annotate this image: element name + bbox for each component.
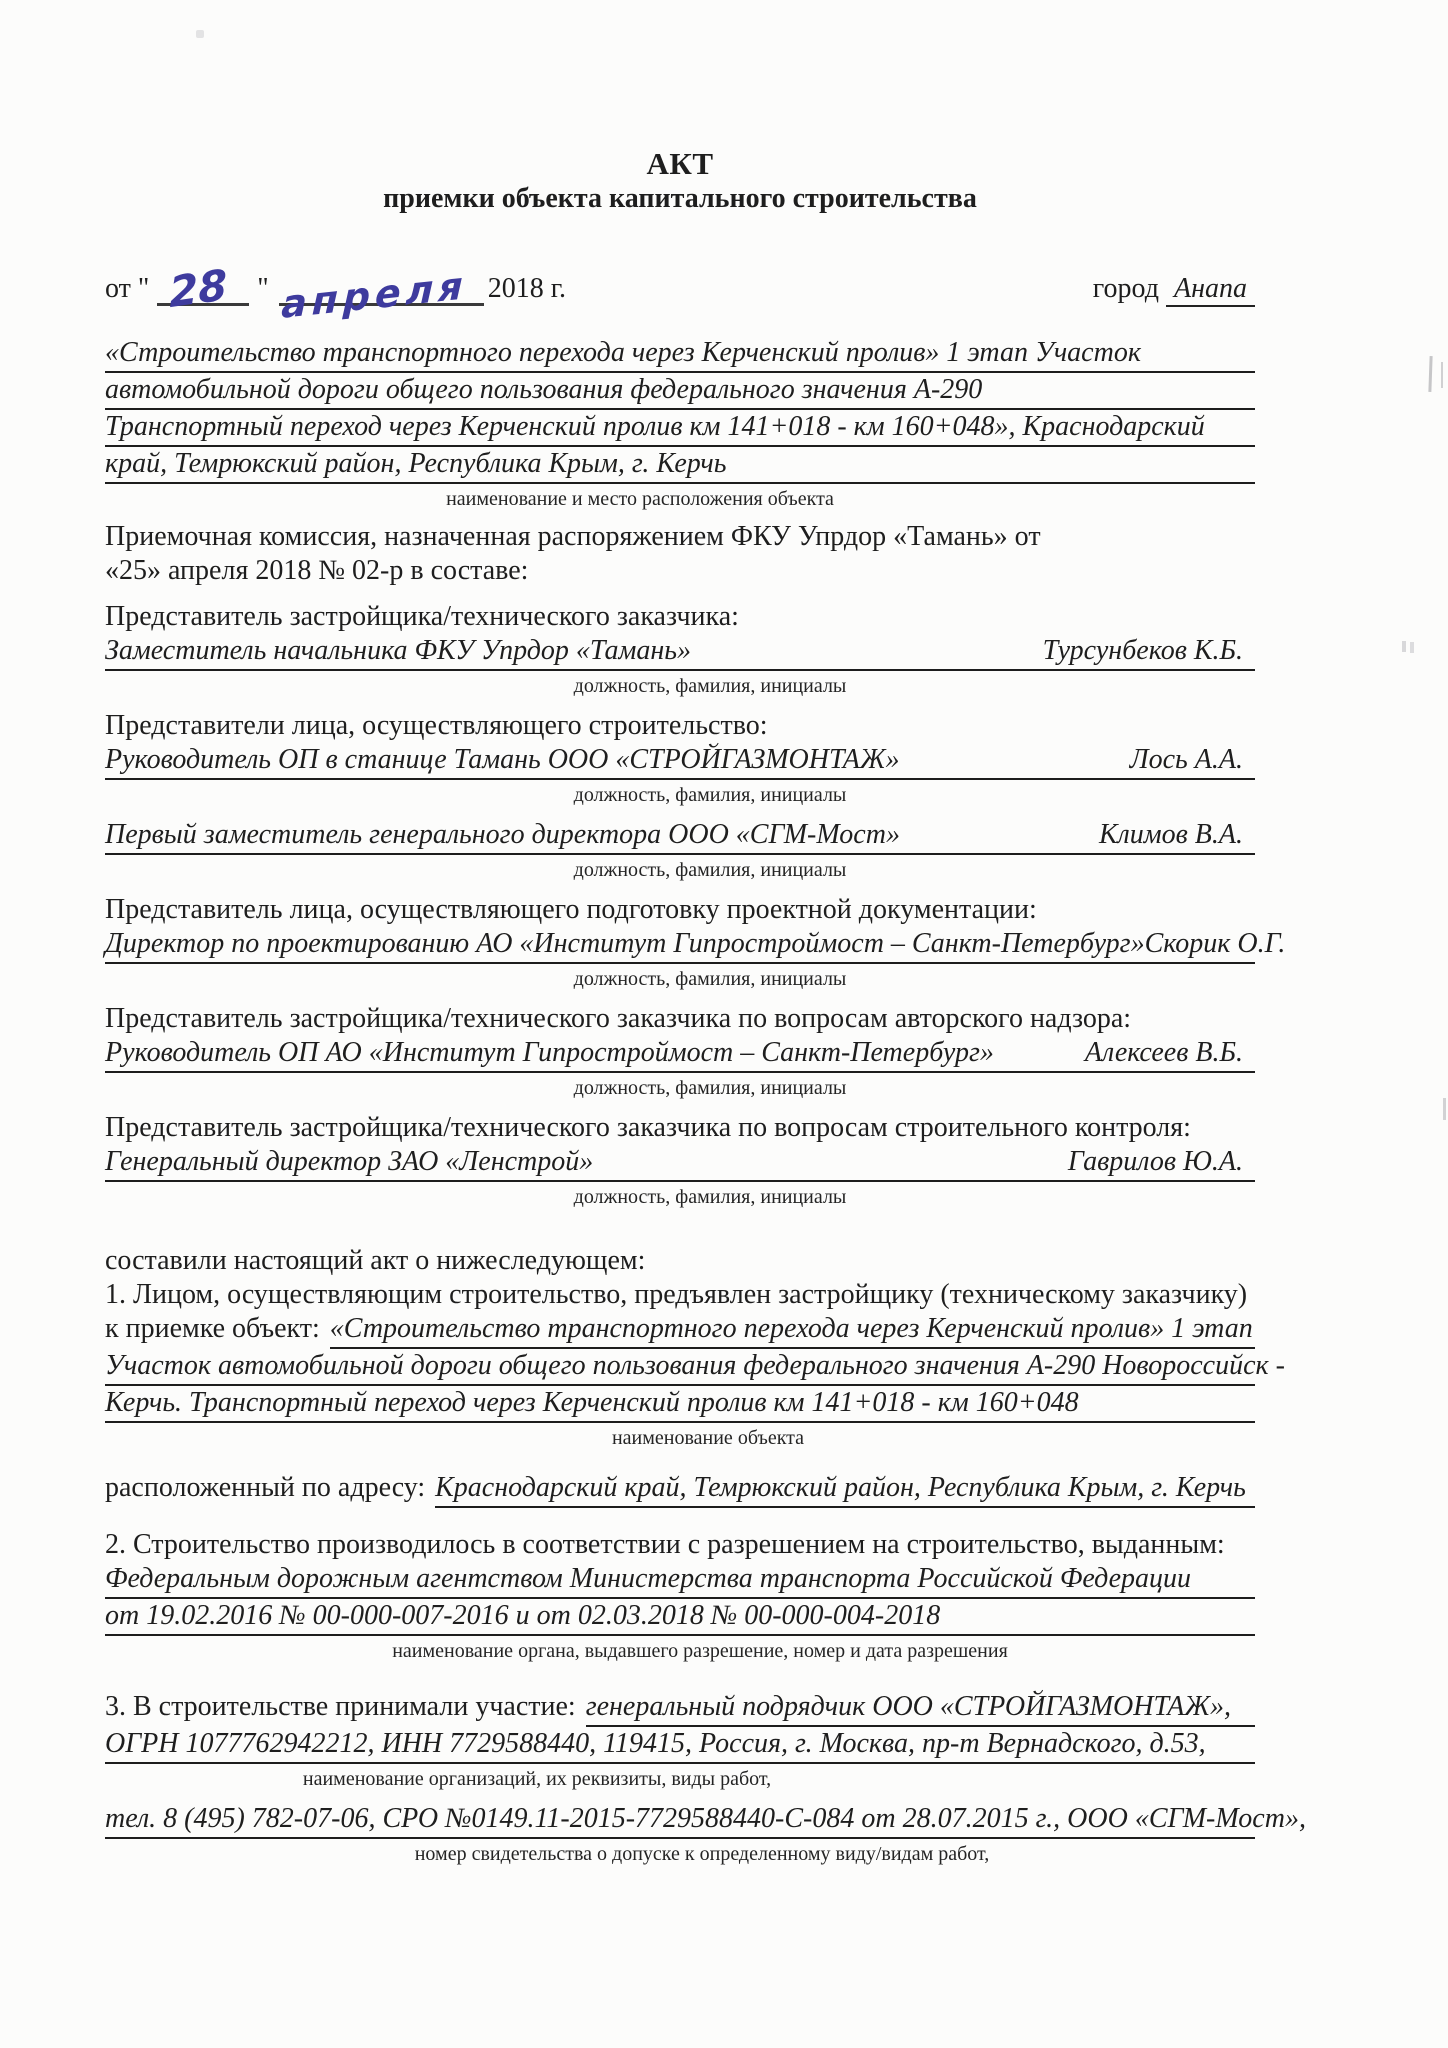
- committee-position: Первый заместитель генерального директора ООО «СГМ-Мост»: [105, 819, 900, 850]
- committee-row-header: Представитель застройщика/технического заказчика по вопросам строительного контроля:: [105, 1112, 1191, 1143]
- date-quote: ": [257, 273, 269, 304]
- committee-position: Генеральный директор ЗАО «Ленстрой»: [105, 1146, 594, 1177]
- section3-row1: [105, 1690, 1255, 1727]
- committee-position: Руководитель ОП АО «Институт Гипростроймост – Санкт-Петербург»: [105, 1037, 994, 1068]
- duty-caption: должность, фамилия, инициалы: [573, 784, 847, 806]
- section1-object-line: Керчь. Транспортный переход через Керченский пролив км 141+018 - км 160+048: [105, 1386, 1255, 1423]
- act-statement: составили настоящий акт о нижеследующем:: [105, 1245, 646, 1276]
- address-prefix: расположенный по адресу:: [105, 1472, 426, 1503]
- date-day-blank: [157, 259, 249, 318]
- section3-prefix: 3. В строительстве принимали участие:: [105, 1691, 576, 1722]
- duty-caption: должность, фамилия, инициалы: [573, 1077, 847, 1099]
- object-name-line: автомобильной дороги общего пользования федерального значения А-290: [105, 373, 1255, 410]
- committee-row-header: Представители лица, осуществляющего строительство:: [105, 710, 768, 741]
- city-line: [1093, 272, 1255, 306]
- duty-caption: должность, фамилия, инициалы: [573, 859, 847, 881]
- address-row: [105, 1471, 1255, 1508]
- city-label: город: [1092, 273, 1159, 304]
- committee-row-header: Представитель застройщика/технического заказчика:: [105, 601, 739, 632]
- committee-name: Алексеев В.Б.: [1084, 1037, 1243, 1068]
- committee-row-value: [105, 818, 1255, 855]
- section3-requisites-line: ОГРН 1077762942212, ИНН 7729588440, 119415, Россия, г. Москва, пр-т Вернадского, д.53,: [105, 1727, 1255, 1764]
- handwritten-day: 28: [168, 259, 229, 318]
- object-name-line: край, Темрюкский район, Республика Крым, г. Керчь: [105, 447, 1255, 484]
- section1-prefix: к приемке объект:: [105, 1313, 320, 1344]
- committee-name: Скорик О.Г.: [1144, 928, 1286, 959]
- date-prefix: от ": [105, 273, 150, 304]
- scan-artifact: [1441, 362, 1443, 388]
- committee-row: [105, 818, 1255, 881]
- committee-row: [105, 1002, 1255, 1099]
- document-content: [105, 146, 1306, 1865]
- section2-permit-line: Федеральным дорожным агентством Министерства транспорта Российской Федерации: [105, 1562, 1255, 1599]
- section1-object-line: Участок автомобильной дороги общего пользования федерального значения А-290 Новороссийск -: [105, 1349, 1255, 1386]
- duty-caption: должность, фамилия, инициалы: [573, 968, 847, 990]
- committee-name: Турсунбеков К.Б.: [1042, 635, 1243, 666]
- committee-position: Руководитель ОП в станице Тамань ООО «СТРОЙГАЗМОНТАЖ»: [105, 744, 900, 775]
- section3-caption1: наименование организаций, их реквизиты, виды работ,: [302, 1768, 772, 1790]
- object-name-block: [105, 336, 1255, 510]
- object-name-line: Транспортный переход через Керченский пролив км 141+018 - км 160+048», Краснодарский: [105, 410, 1255, 447]
- address-value: Краснодарский край, Темрюкский район, Республика Крым, г. Керчь: [435, 1471, 1255, 1508]
- duty-caption: должность, фамилия, инициалы: [573, 675, 847, 697]
- date-month-blank: [279, 263, 484, 327]
- committee-name: Климов В.А.: [1098, 819, 1243, 850]
- object-name-line: «Строительство транспортного перехода через Керченский пролив» 1 этап Участок: [105, 336, 1255, 373]
- section2-caption: наименование органа, выдавшего разрешение, номер и дата разрешения: [392, 1640, 1008, 1662]
- scan-artifact: [196, 30, 204, 38]
- committee-row-value: [105, 927, 1286, 964]
- scan-artifact: [1428, 356, 1432, 392]
- section1-object-row: [105, 1312, 1255, 1349]
- section1-line1: 1. Лицом, осуществляющим строительство, предъявлен застройщику (техническому заказчику): [105, 1279, 1248, 1310]
- document-subtitle: приемки объекта капитального строительства: [383, 183, 977, 214]
- object-name-caption: наименование и место расположения объекта: [446, 488, 834, 510]
- committee-position: Директор по проектированию АО «Институт Гипростроймост – Санкт-Петербург»: [105, 928, 1145, 959]
- commission-intro-line1: Приемочная комиссия, назначенная распоряжением ФКУ Упрдор «Тамань» от: [105, 521, 1041, 552]
- committee-row: [105, 709, 1255, 806]
- committee-row-value: [105, 1145, 1255, 1182]
- section1-caption: наименование объекта: [611, 1427, 805, 1449]
- date-year: 2018 г.: [487, 273, 567, 304]
- date-line: [105, 259, 567, 327]
- city-value: Анапа: [1166, 273, 1255, 307]
- committee-name: Гаврилов Ю.А.: [1067, 1146, 1243, 1177]
- committee-row-value: [105, 743, 1255, 780]
- document-title: АКТ: [646, 146, 714, 181]
- committee-row-value: [105, 1036, 1255, 1073]
- committee-row: [105, 1111, 1255, 1208]
- duty-caption: должность, фамилия, инициалы: [573, 1186, 847, 1208]
- committee-name: Лось А.А.: [1129, 744, 1243, 775]
- date-and-city-row: [105, 259, 1255, 327]
- handwritten-month: апреля: [280, 263, 469, 327]
- commission-intro: [105, 520, 1255, 588]
- committee-row-header: Представитель застройщика/технического заказчика по вопросам авторского надзора:: [105, 1003, 1132, 1034]
- section1-object-value: «Строительство транспортного перехода через Керченский пролив» 1 этап: [330, 1312, 1255, 1349]
- section-2: [105, 1528, 1255, 1662]
- section-3: [105, 1690, 1306, 1865]
- committee-row: [105, 600, 1255, 697]
- section3-sro-line: тел. 8 (495) 782-07-06, СРО №0149.11-2015-7729588440-С-084 от 28.07.2015 г., ООО «СГМ-Мост»,: [105, 1802, 1255, 1839]
- committee-row-header: Представитель лица, осуществляющего подготовку проектной документации:: [105, 894, 1037, 925]
- section-1: [105, 1278, 1285, 1449]
- section3-caption2: номер свидетельства о допуске к определенному виду/видам работ,: [414, 1843, 990, 1865]
- committee-rows: [105, 600, 1286, 1208]
- section2-permit-line: от 19.02.2016 № 00-000-007-2016 и от 02.03.2018 № 00-000-004-2018: [105, 1599, 1255, 1636]
- committee-position: Заместитель начальника ФКУ Упрдор «Тамань»: [105, 635, 691, 666]
- section2-line1: 2. Строительство производилось в соответствии с разрешением на строительство, выданным:: [105, 1529, 1225, 1560]
- commission-intro-line2: «25» апреля 2018 № 02-р в составе:: [105, 555, 529, 586]
- scan-artifact: [1402, 641, 1406, 652]
- committee-row-value: [105, 634, 1255, 671]
- section3-contractor-value: генеральный подрядчик ООО «СТРОЙГАЗМОНТАЖ»,: [586, 1690, 1255, 1727]
- scan-artifact: [1443, 1098, 1446, 1120]
- committee-row: [105, 893, 1286, 990]
